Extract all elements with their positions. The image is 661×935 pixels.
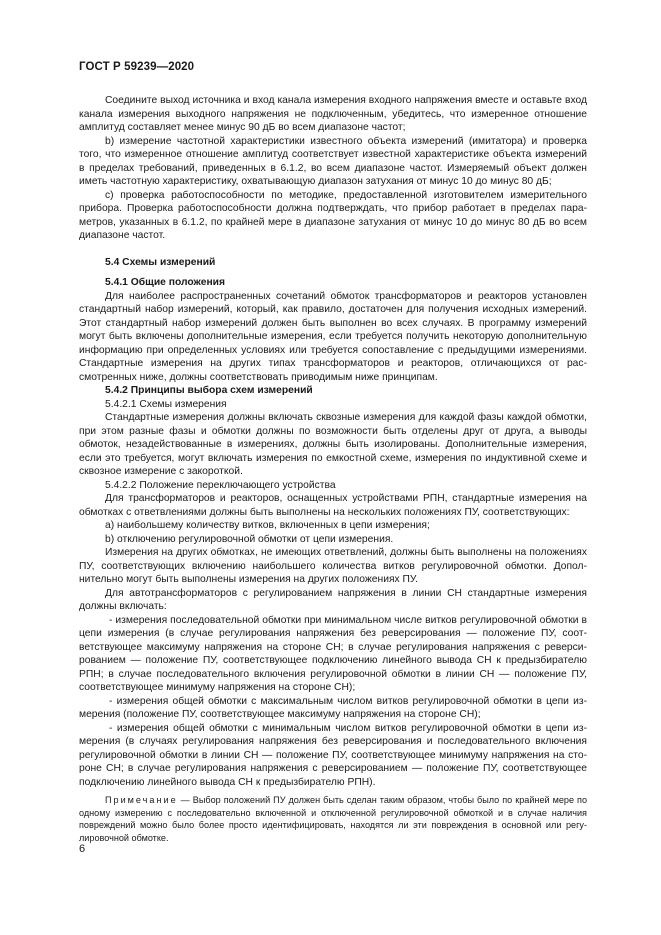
paragraph: Соедините выход источника и вход канала измерения входного напряжения вместе и оставьте вход канала измерения выходного напряжения не подключенным, убедитесь, что измеренное отношение амплитуд составляет менее минус 90 дБ во всем диапазоне частот; (79, 95, 587, 133)
note-label: Примечание (105, 795, 178, 805)
paragraph: Для наиболее распространенных сочетаний обмоток трансформаторов и реакторов установлен стандартный набор измерений, который, как правило, достаточен для получения исходных измерений. Этот стандартный набор измерений должен быть выполнен во всех случаях. В программу измерений могут быть включены дополнительные измерения, если требуется получить некоторую дополнительную информацию при определенных условиях или требуется сопоставление с предыдущими измерениями. Стандартные измерения на других типах трансформаторов и реакторов, отличающихся от рассмотренных ниже, должны соответствовать приводимым ниже принципам. (79, 290, 587, 383)
note-text: — Выбор положений ПУ должен быть сделан таким образом, чтобы было по крайней мере по одному измерению с последовательно включенной и отключенной регулировочной обмоткой и в случае наличия повреждений можно было более просто идентифицировать, находятся ли эти повреждения в основной или регулировочной обмотке. (79, 795, 587, 843)
dash-item: - измерения последовательной обмотки при минимальном числе витков регулировочной обмотки в цепи измерения (в случае регулирования напряжения без реверсирования — положение ПУ, соответствующее максимуму напряжения на стороне СН; в случае регулирования напряжения с реверсированием — положение ПУ, соответствующее подключению линейного вывода СН к предызбирателю РПН; в случае последовательного включения регулировочной обмотки в линии СН — положение ПУ, соответствующее минимуму напряжения на стороне СН); (79, 614, 587, 693)
paragraph: Стандартные измерения должны включать сквозные измерения для каждой фазы каждой обмотки, при этом разные фазы и обмотки должны по возможности быть отделены друг от друга, а выводы обмоток, незадействованные в измерениях, должны быть изолированы. Дополнительные измерения, если это требуется, могут включать измерения по емкостной схеме, измерения по индуктивной схеме и сквозное измерение с закороткой. (79, 412, 587, 477)
section-heading-5-4-2-2: 5.4.2.2 Положение переключающего устройства (105, 479, 336, 491)
section-heading-5-4-1: 5.4.1 Общие положения (105, 277, 225, 288)
section-heading-5-4-2-1: 5.4.2.1 Схемы измерения (105, 398, 227, 410)
note (79, 794, 587, 844)
list-item-c: c) проверка работоспособности по методике, предоставленной изготовителем измерительного прибора. Проверка работоспособности должна подтверждать, что прибор работает в пределах параметров, указанных в 6.1.2, по крайней мере в диапазоне затухания от минус 10 до минус 80 дБ во всем диапазоне частот. (79, 189, 587, 241)
document-header: ГОСТ Р 59239—2020 (79, 61, 195, 73)
section-heading-5-4: 5.4 Схемы измерений (105, 256, 216, 268)
dash-item: - измерения общей обмотки с минимальным числом витков регулировочной обмотки в цепи измерения (в случаях регулирования напряжения без реверсирования и последовательного включения регулировочной обмотки в линии СН — положение ПУ, соответствующее минимуму напряжения на стороне СН; в случае регулирования напряжения с реверсированием — положение ПУ, соответствующее подключению линейного вывода СН к предызбирателю РПН). (79, 722, 587, 788)
dash-item: - измерения общей обмотки с максимальным числом витков регулировочной обмотки в цепи измерения (положение ПУ, соответствующее максимуму напряжения на стороне СН); (79, 695, 587, 720)
paragraph: Для автотрансформаторов с регулированием напряжения в линии СН стандартные измерения должны включать: (79, 587, 587, 612)
list-item-b: b) измерение частотной характеристики известного объекта измерений (имитатора) и проверка того, что измеренное отношение амплитуд соответствует известной характеристике объекта измерений в пределах требований, приведенных в 6.1.2, во всем диапазоне частот. Измеряемый объект должен иметь частотную характеристику, охватывающую диапазон затухания от минус 10 до минус 80 дБ; (79, 135, 587, 187)
paragraph: Для трансформаторов и реакторов, оснащенных устройствами РПН, стандартные измерения на обмотках с ответвлениями должны быть выполнены на нескольких положениях ПУ, соответствующих: (79, 493, 587, 518)
document-body (79, 94, 587, 844)
page-number: 6 (79, 843, 86, 855)
list-item-a: a) наибольшему количеству витков, включенных в цепи измерения; (105, 520, 430, 531)
list-item-b: b) отключению регулировочной обмотки от цепи измерения. (105, 533, 394, 545)
paragraph: Измерения на других обмотках, не имеющих ответвлений, должны быть выполнены на положениях ПУ, соответствующих включению наибольшего количества витков регулировочной обмотки. Дополнительно могут быть выполнены измерения на других положениях ПУ. (79, 547, 587, 585)
section-heading-5-4-2: 5.4.2 Принципы выбора схем измерений (105, 385, 313, 396)
